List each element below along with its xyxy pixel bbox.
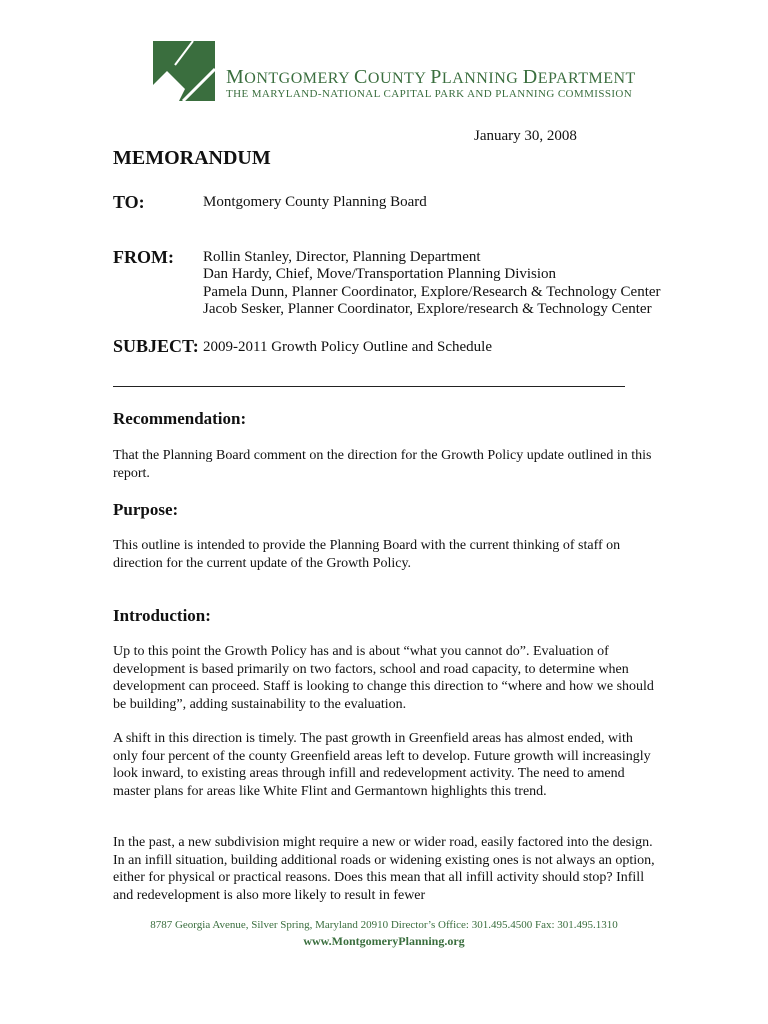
subject-label: SUBJECT: (113, 336, 199, 356)
footer-address: 8787 Georgia Avenue, Silver Spring, Maryland 20910 Director’s Office: 301.495.4500 Fax: 301.495.1310 (150, 919, 618, 931)
intro-paragraph-3: In the past, a new subdivision might require a new or wider road, easily factored into the design. In an infill situation, building additional roads or widening existing ones is not always an option, either for physical or practical reasons. Does this mean that all infill activity should stop? Infill and redevelopment is also more likely to result in fewer (113, 835, 655, 903)
to-label: TO: (113, 192, 145, 212)
org-name: MONTGOMERY COUNTY PLANNING DEPARTMENT (226, 66, 636, 88)
from-sender-4: Jacob Sesker, Planner Coordinator, Explore/research & Technology Center (203, 301, 652, 317)
to-recipient: Montgomery County Planning Board (203, 194, 427, 210)
recommendation-heading: Recommendation: (113, 409, 247, 428)
purpose-heading: Purpose: (113, 500, 179, 519)
planning-department-logo-icon (153, 41, 215, 101)
recommendation-text: That the Planning Board comment on the direction for the Growth Policy update outlined in this report. (113, 448, 652, 481)
intro-paragraph-1: Up to this point the Growth Policy has and is about “what you cannot do”. Evaluation of development is based primarily on two factors, school and road capacity, to determine when development can proceed. Staff is looking to change this direction to “where and how we should be building”, adding sustainability to the evaluation. (113, 644, 654, 712)
header-divider (113, 386, 625, 387)
memo-date: January 30, 2008 (474, 128, 577, 144)
footer-website-link[interactable]: www.MontgomeryPlanning.org (303, 934, 465, 948)
memo-title: MEMORANDUM (113, 147, 271, 169)
purpose-text: This outline is intended to provide the Planning Board with the current thinking of staff on direction for the current update of the Growth Policy. (113, 538, 621, 571)
intro-paragraph-2: A shift in this direction is timely. The past growth in Greenfield areas has almost ended, with only four percent of the county Greenfield areas left to develop. Future growth will increasingly look inward, to existing areas through infill and redevelopment activity. The need to amend master plans for areas like White Flint and Germantown highlights this trend. (113, 731, 651, 799)
org-subtitle: THE MARYLAND-NATIONAL CAPITAL PARK AND PLANNING COMMISSION (226, 88, 633, 100)
introduction-heading: Introduction: (113, 606, 211, 625)
subject-text: 2009-2011 Growth Policy Outline and Schedule (203, 339, 492, 355)
from-label: FROM: (113, 247, 174, 267)
from-sender-2: Dan Hardy, Chief, Move/Transportation Planning Division (203, 266, 557, 282)
from-sender-3: Pamela Dunn, Planner Coordinator, Explore/Research & Technology Center (203, 284, 661, 300)
from-sender-1: Rollin Stanley, Director, Planning Department (203, 249, 481, 265)
